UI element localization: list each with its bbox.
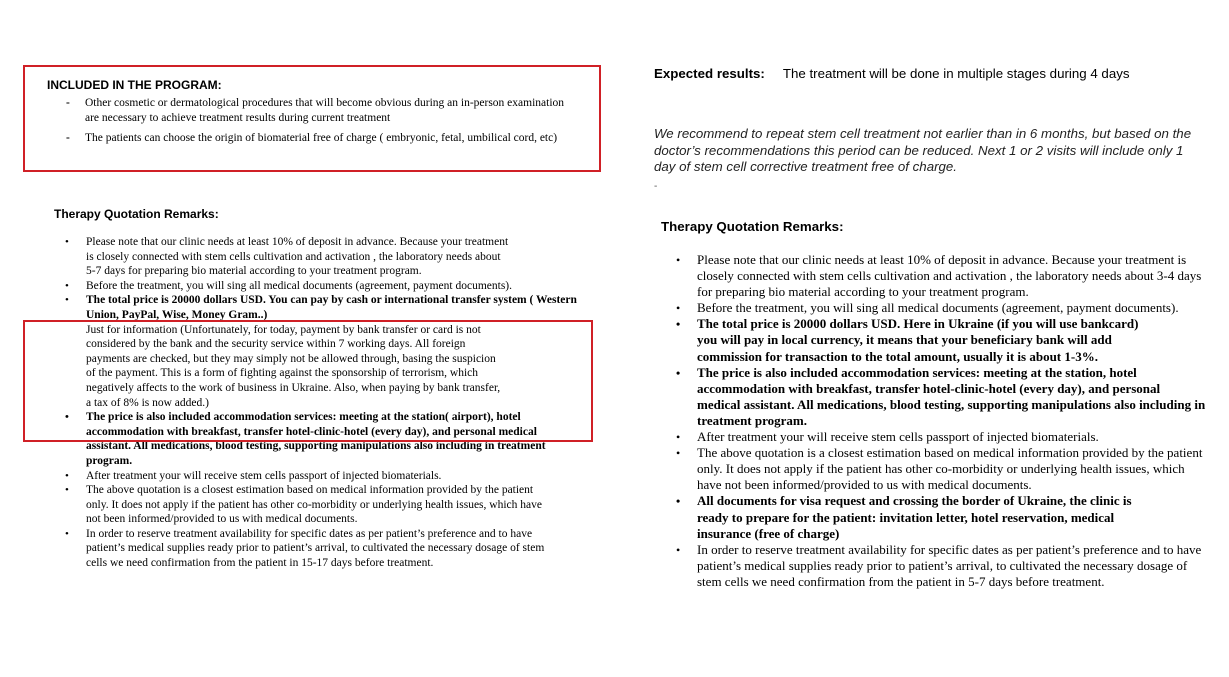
stray-dash: - [654,181,658,192]
expected-results [654,66,1130,81]
highlight-box-price [23,320,593,442]
remark-deposit: • Please note that our clinic needs at least 10% of deposit in advance. Because your treatment is closely connected with stem cells cultivation and activation , the laboratory needs about 5-7 days for preparing bio material according to your treatment program. [62,235,582,279]
included-title: INCLUDED IN THE PROGRAM: [47,78,222,92]
expected-label: Expected results: [654,66,765,81]
remarks-title: Therapy Quotation Remarks: [54,207,219,221]
recommendation-text: We recommend to repeat stem cell treatment not earlier than in 6 months, but based on the doctor’s recommendations this period can be reduced. Next 1 or 2 visits will include only 1 day of stem cell corrective treatment free of charge. [654,126,1192,174]
remark-deposit: • Please note that our clinic needs at least 10% of deposit in advance. Because your treatment is closely connected with stem cells cultivation and activation , the laboratory needs about 3-4 days for preparing bio material according to your treatment program. [674,252,1206,300]
remark-price-bold: • The total price is 20000 dollars USD. You can pay by cash or international transfer system ( Western Union, PayPal, Wise, Money Gram..) [86,294,577,321]
remark-estimation: • The above quotation is a closest estimation based on medical information provided by the patient only. It does not apply if the patient has other co-morbidity or underlying health issues, which have not been informed/provided to us with medical documents. [674,445,1206,493]
remark-price: • The total price is 20000 dollars USD. Here in Ukraine (if you will use bankcard) you will pay in local currency, it means that your beneficiary bank will add commission for transaction to the total amount, usually it is about 1-3%. [674,316,1206,364]
remark-documents: • Before the treatment, you will sing all medical documents (agreement, payment documents). [674,300,1206,316]
remarks-title-right: Therapy Quotation Remarks: [661,219,844,234]
left-document [0,0,610,677]
right-document [620,0,1229,677]
remark-price-info: Just for information (Unfortunately, for today, payment by bank transfer or card is not considered by the bank and the security service within 7 working days. All foreign payments are checked, but they may simply not be allowed through, basing the suspicion of the payment. This is a form of fighting against the sponsorship of terrorism, which negatively affects to the work of business in Ukraine. Also, when paying by bank transfer, a tax of 8% is now added.) [86,323,501,409]
included-item: - Other cosmetic or dermatological procedures that will become obvious during an in-person examination are necessary to achieve treatment results during current treatment [62,96,577,126]
expected-text: The treatment will be done in multiple stages during 4 days [782,66,1130,81]
remark-reserve: • In order to reserve treatment availability for specific dates as per patient’s preference and to have patient’s medical supplies ready prior to patient’s arrival, to cultivated the necessary dosage of stem cells we need confirmation from the patient in 15-17 days before treatment. [62,527,582,571]
remark-reserve: • In order to reserve treatment availability for specific dates as per patient’s preference and to have patient’s medical supplies ready prior to patient’s arrival, to cultivated the necessary dosage of stem cells we need confirmation from the patient in 5-7 days before treatment. [674,542,1206,590]
remark-estimation: • The above quotation is a closest estimation based on medical information provided by the patient only. It does not apply if the patient has other co-morbidity or underlying health issues, which have not been informed/provided to us with medical documents. [62,483,582,527]
remarks-list-right [674,252,1206,590]
remark-documents: • Before the treatment, you will sing all medical documents (agreement, payment documents). [62,279,582,294]
remark-accommodation: • The price is also included accommodation services: meeting at the station, hotel accommodation with breakfast, transfer hotel-clinic-hotel (every day), and personal medical assistant. All medications, blood testing, supporting manipulations also including in treatment program. [674,365,1206,429]
remark-passport: • After treatment your will receive stem cells passport of injected biomaterials. [674,429,1206,445]
included-item: - The patients can choose the origin of biomaterial free of charge ( embryonic, fetal, umbilical cord, etc) [62,131,577,146]
remark-passport: • After treatment your will receive stem cells passport of injected biomaterials. [62,469,582,484]
remark-accommodation: • The price is also included accommodation services: meeting at the station( airport), hotel accommodation with breakfast, transfer hotel-clinic-hotel (every day), and personal medical assistant. All medications, blood testing, supporting manipulations also including in treatment program. [62,410,582,468]
included-list [62,96,577,151]
remark-visa: • All documents for visa request and crossing the border of Ukraine, the clinic is ready to prepare for the patient: invitation letter, hotel reservation, medical insurance (free of charge) [674,493,1206,541]
